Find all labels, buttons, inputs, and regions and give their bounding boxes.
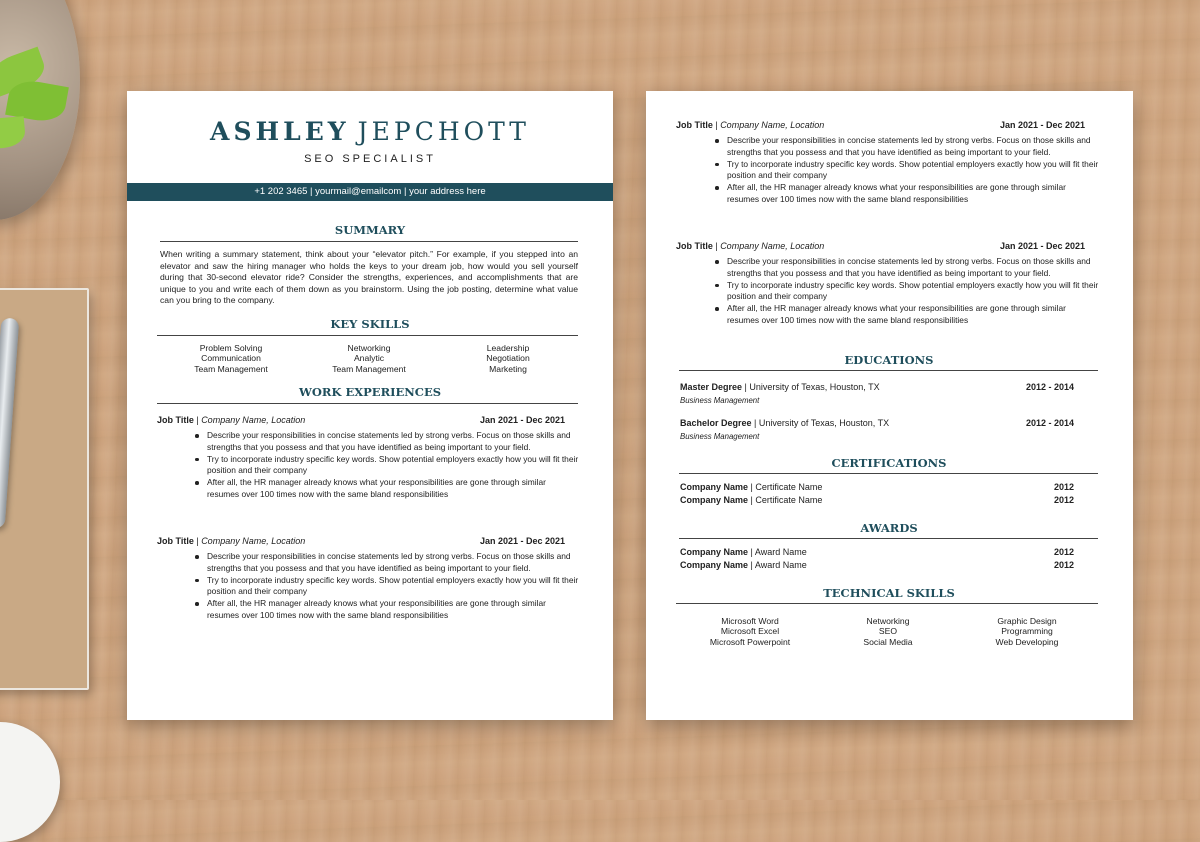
job-header: Job Title | Company Name, Location <box>676 120 825 130</box>
job-bullet: Try to incorporate industry specific key words. Show potential employers exactly how you will fit their position and their company <box>207 453 579 476</box>
job-bullet: Try to incorporate industry specific key words. Show potential employers exactly how you will fit their position and their company <box>727 279 1099 302</box>
job-role: SEO SPECIALIST <box>304 153 436 165</box>
certification-entry: Company Name | Certificate Name <box>680 482 823 492</box>
skill-item: Marketing <box>489 363 527 374</box>
skill-item: Team Management <box>194 363 268 374</box>
job-bullets <box>727 135 1099 206</box>
skill-item: Team Management <box>332 363 406 374</box>
job-bullets <box>727 256 1099 327</box>
job-company: Company Name, Location <box>720 241 825 251</box>
awards-heading: AWARDS <box>860 521 918 535</box>
award-company: Company Name <box>680 560 749 570</box>
divider <box>157 335 578 336</box>
school: University of Texas, Houston, TX <box>749 382 880 392</box>
tech-skill-item: Programming <box>1001 626 1053 637</box>
work-heading: WORK EXPERIENCES <box>298 385 442 399</box>
first-name: ASHLEY <box>210 117 350 146</box>
job-header: Job Title | Company Name, Location <box>676 241 825 251</box>
tech-skill-item: Networking <box>866 616 910 626</box>
skill-item: Problem Solving <box>199 343 263 353</box>
educations-heading: EDUCATIONS <box>844 353 934 367</box>
job-company: Company Name, Location <box>720 120 825 130</box>
job-header: Job Title | Company Name, Location <box>157 536 306 546</box>
divider <box>676 603 1098 604</box>
skills-column <box>304 343 434 374</box>
job-bullets <box>207 551 579 622</box>
resume-page-2 <box>646 91 1133 720</box>
job-bullet: After all, the HR manager already knows what your responsibilities are gone through similar resumes over 100 times now with the same bland responsibilities <box>207 477 579 501</box>
job-title: Job Title <box>157 415 194 425</box>
skill-item: Networking <box>347 343 391 353</box>
tech-skill-item: Microsoft Powerpoint <box>709 636 791 647</box>
cert-name: Certificate Name <box>755 482 823 492</box>
tech-skills-column <box>962 616 1092 647</box>
cert-year: 2012 <box>1053 495 1074 505</box>
divider <box>679 538 1098 539</box>
tech-skill-item: Microsoft Word <box>721 616 779 626</box>
education-years: 2012 - 2014 <box>1025 418 1074 428</box>
tech-skill-item: SEO <box>878 626 898 637</box>
skill-item: Analytic <box>353 353 385 364</box>
coffee-cup <box>0 722 60 842</box>
award-company: Company Name <box>680 547 749 557</box>
award-name: Award Name <box>754 560 807 570</box>
job-bullet: Try to incorporate industry specific key words. Show potential employers exactly how you will fit their position and their company <box>727 158 1099 181</box>
certification-entry: Company Name | Certificate Name <box>680 495 823 505</box>
job-bullet: Describe your responsibilities in concise statements led by strong verbs. Focus on those skills and strengths that you possess and that you have identified as being important to your field. <box>727 256 1099 280</box>
summary-text: When writing a summary statement, think about your “elevator pitch.” For example, if you stepped into an elevator and saw the hiring manager who holds the keys to your dream job, how would you sell yourself during that 30-second elevator ride? Consider the strengths, experiences, and accomplishments that are unique to you and write each of them down as you brainstorm. Using the job posting, determine what value can you bring to the company. <box>160 249 578 306</box>
job-company: Company Name, Location <box>201 536 306 546</box>
divider <box>679 473 1098 474</box>
candidate-name <box>127 117 613 146</box>
job-dates: Jan 2021 - Dec 2021 <box>999 241 1085 251</box>
certifications-heading: CERTIFICATIONS <box>831 456 947 470</box>
education-entry: Master Degree | University of Texas, Houston, TX <box>680 382 880 392</box>
job-dates: Jan 2021 - Dec 2021 <box>479 536 565 546</box>
job-bullet: After all, the HR manager already knows what your responsibilities are gone through similar resumes over 100 times now with the same bland responsibilities <box>207 598 579 622</box>
skills-column <box>443 343 573 374</box>
education-years: 2012 - 2014 <box>1025 382 1074 392</box>
job-title: Job Title <box>157 536 194 546</box>
job-bullet: Describe your responsibilities in concise statements led by strong verbs. Focus on those skills and strengths that you possess and that you have identified as being important to your field. <box>207 430 579 454</box>
skills-column <box>166 343 296 374</box>
skill-item: Leadership <box>486 343 530 353</box>
tech-skills-column <box>823 616 953 647</box>
award-year: 2012 <box>1053 560 1074 570</box>
last-name: JEPCHOTT <box>357 117 530 146</box>
job-company: Company Name, Location <box>201 415 306 425</box>
job-title: Job Title <box>676 241 713 251</box>
tech-skill-item: Web Developing <box>995 636 1059 647</box>
job-bullet: Describe your responsibilities in concise statements led by strong verbs. Focus on those skills and strengths that you possess and that you have identified as being important to your field. <box>727 135 1099 159</box>
cert-company: Company Name <box>680 482 749 492</box>
job-title: Job Title <box>676 120 713 130</box>
summary-heading: SUMMARY <box>334 223 406 237</box>
technical-skills-heading: TECHNICAL SKILLS <box>823 586 955 600</box>
tech-skill-item: Microsoft Excel <box>720 626 780 637</box>
divider <box>679 370 1098 371</box>
tech-skill-item: Graphic Design <box>997 616 1057 626</box>
job-dates: Jan 2021 - Dec 2021 <box>999 120 1085 130</box>
cert-company: Company Name <box>680 495 749 505</box>
degree: Master Degree <box>680 382 743 392</box>
resume-page-1 <box>127 91 613 720</box>
award-name: Award Name <box>754 547 807 557</box>
tech-skill-item: Social Media <box>863 636 913 647</box>
education-entry: Bachelor Degree | University of Texas, Houston, TX <box>680 418 890 428</box>
skill-item: Negotiation <box>486 353 530 364</box>
contact-bar: +1 202 3465 | yourmail@emailcom | your address here <box>127 183 613 201</box>
divider <box>157 403 578 404</box>
job-bullet: Try to incorporate industry specific key words. Show potential employers exactly how you will fit their position and their company <box>207 574 579 597</box>
job-bullet: After all, the HR manager already knows what your responsibilities are gone through similar resumes over 100 times now with the same bland responsibilities <box>727 182 1099 206</box>
field-of-study: Business Management <box>680 396 760 405</box>
job-bullet: Describe your responsibilities in concise statements led by strong verbs. Focus on those skills and strengths that you possess and that you have identified as being important to your field. <box>207 551 579 575</box>
award-entry: Company Name | Award Name <box>680 560 807 570</box>
degree: Bachelor Degree <box>680 418 752 428</box>
cert-name: Certificate Name <box>755 495 823 505</box>
cert-year: 2012 <box>1053 482 1074 492</box>
key-skills-heading: KEY SKILLS <box>330 317 410 331</box>
school: University of Texas, Houston, TX <box>758 418 890 428</box>
award-entry: Company Name | Award Name <box>680 547 807 557</box>
tech-skills-column <box>685 616 815 647</box>
job-bullet: After all, the HR manager already knows what your responsibilities are gone through similar resumes over 100 times now with the same bland responsibilities <box>727 303 1099 327</box>
job-header: Job Title | Company Name, Location <box>157 415 306 425</box>
job-dates: Jan 2021 - Dec 2021 <box>479 415 565 425</box>
award-year: 2012 <box>1053 547 1074 557</box>
skill-item: Communication <box>201 353 261 364</box>
field-of-study: Business Management <box>680 432 760 441</box>
job-bullets <box>207 430 579 501</box>
divider <box>160 241 578 242</box>
